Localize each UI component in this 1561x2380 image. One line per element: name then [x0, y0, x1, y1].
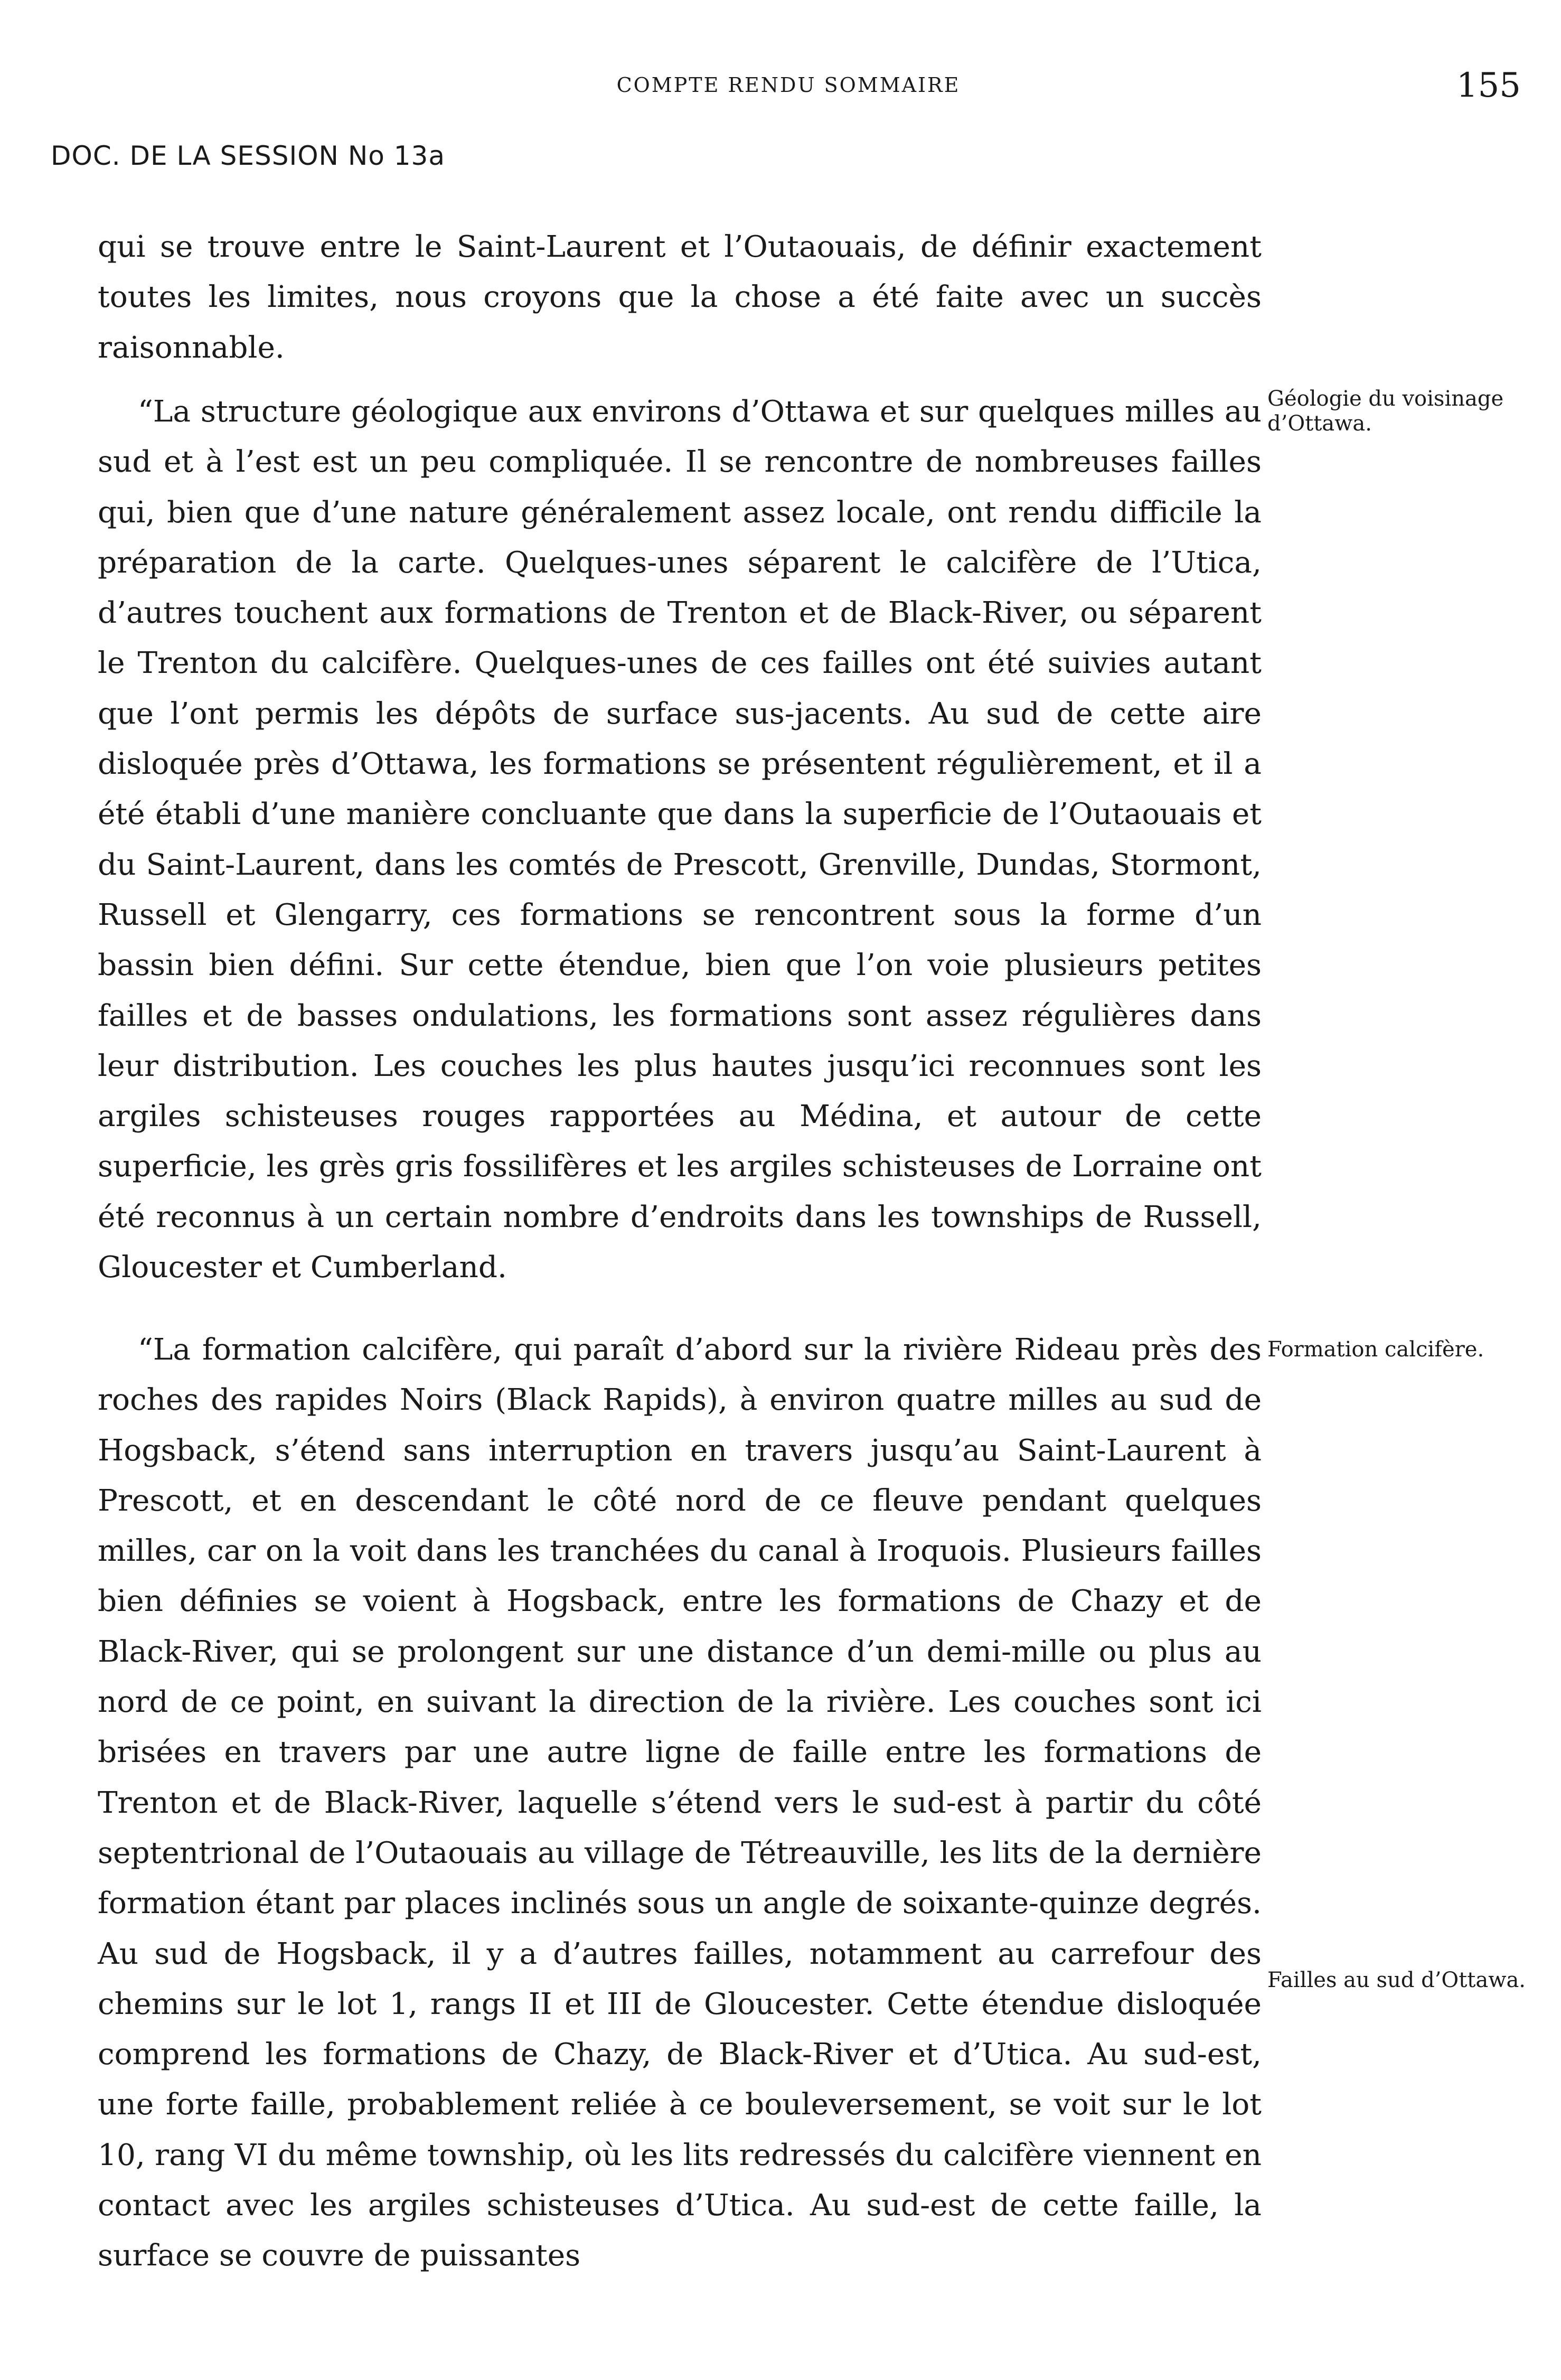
page-number: 155	[1456, 66, 1521, 105]
margin-note: Géologie du voisinage d’Ottawa.	[1267, 387, 1504, 436]
body-paragraph: “La structure géologique aux environs d’Ottawa et sur quelques milles au sud et à l’est est un peu compliquée. Il se rencontre de nombreuses failles qui, bien que d’une nature généralement assez locale, ont rendu difficile la préparation de la carte. Quelques-unes séparent le calcifère de l’Utica, d’autres touchent aux formations de Trenton et de Black-River, ou séparent le Trenton du calcifère. Quelques-unes de ces failles ont été suivies autant que l’ont permis les dépôts de surface sus-jacents. Au sud de cette aire disloquée près d’Ottawa, les formations se présentent régulièrement, et il a été établi d’une manière concluante que dans la superficie de l’Outaouais et du Saint-Laurent, dans les comtés de Prescott, Grenville, Dundas, Stormont, Russell et Glengarry, ces formations se rencontrent sous la forme d’un bassin bien défini. Sur cette étendue, bien que l’on voie plusieurs petites failles et de basses ondulations, les formations sont assez régulières dans leur distribution. Les couches les plus hautes jusqu’ici reconnues sont les argiles schisteuses rouges rapportées au Médina, et autour de cette superficie, les grès gris fossilifères et les argiles schisteuses de Lorraine ont été reconnus à un certain nombre d’endroits dans les townships de Russell, Gloucester et Cumberland.	[98, 395, 1262, 1285]
margin-note: Formation calcifère.	[1267, 1337, 1484, 1362]
running-title: COMPTE RENDU SOMMAIRE	[616, 73, 961, 97]
margin-note: Failles au sud d’Ottawa.	[1267, 1968, 1526, 1992]
body-paragraph: qui se trouve entre le Saint-Laurent et l’Outaouais, de définir exactement toutes les limites, nous croyons que la chose a été faite avec un succès raisonnable.	[98, 230, 1262, 365]
doc-session-label: DOC. DE LA SESSION No 13a	[51, 140, 445, 171]
body-paragraph: “La formation calcifère, qui paraît d’abord sur la rivière Rideau près des roches des rapides Noirs (Black Rapids), à environ quatre milles au sud de Hogsback, s’étend sans interruption en travers jusqu’au Saint-Laurent à Prescott, et en descendant le côté nord de ce fleuve pendant quelques milles, car on la voit dans les tranchées du canal à Iroquois. Plusieurs failles bien définies se voient à Hogsback, entre les formations de Chazy et de Black-River, qui se prolongent sur une distance d’un demi-mille ou plus au nord de ce point, en suivant la direction de la rivière. Les couches sont ici brisées en travers par une autre ligne de faille entre les formations de Trenton et de Black-River, laquelle s’étend vers le sud-est à partir du côté septentrional de l’Outaouais au village de Tétreauville, les lits de la dernière formation étant par places inclinés sous un angle de soixante-quinze degrés. Au sud de Hogsback, il y a d’autres failles, notamment au carrefour des chemins sur le lot 1, rangs II et III de Gloucester. Cette étendue disloquée comprend les formations de Chazy, de Black-River et d’Utica. Au sud-est, une forte faille, probablement reliée à ce bouleversement, se voit sur le lot 10, rang VI du même township, où les lits redressés du calcifère viennent en contact avec les argiles schisteuses d’Utica. Au sud-est de cette faille, la surface se couvre de puissantes	[98, 1333, 1262, 2273]
